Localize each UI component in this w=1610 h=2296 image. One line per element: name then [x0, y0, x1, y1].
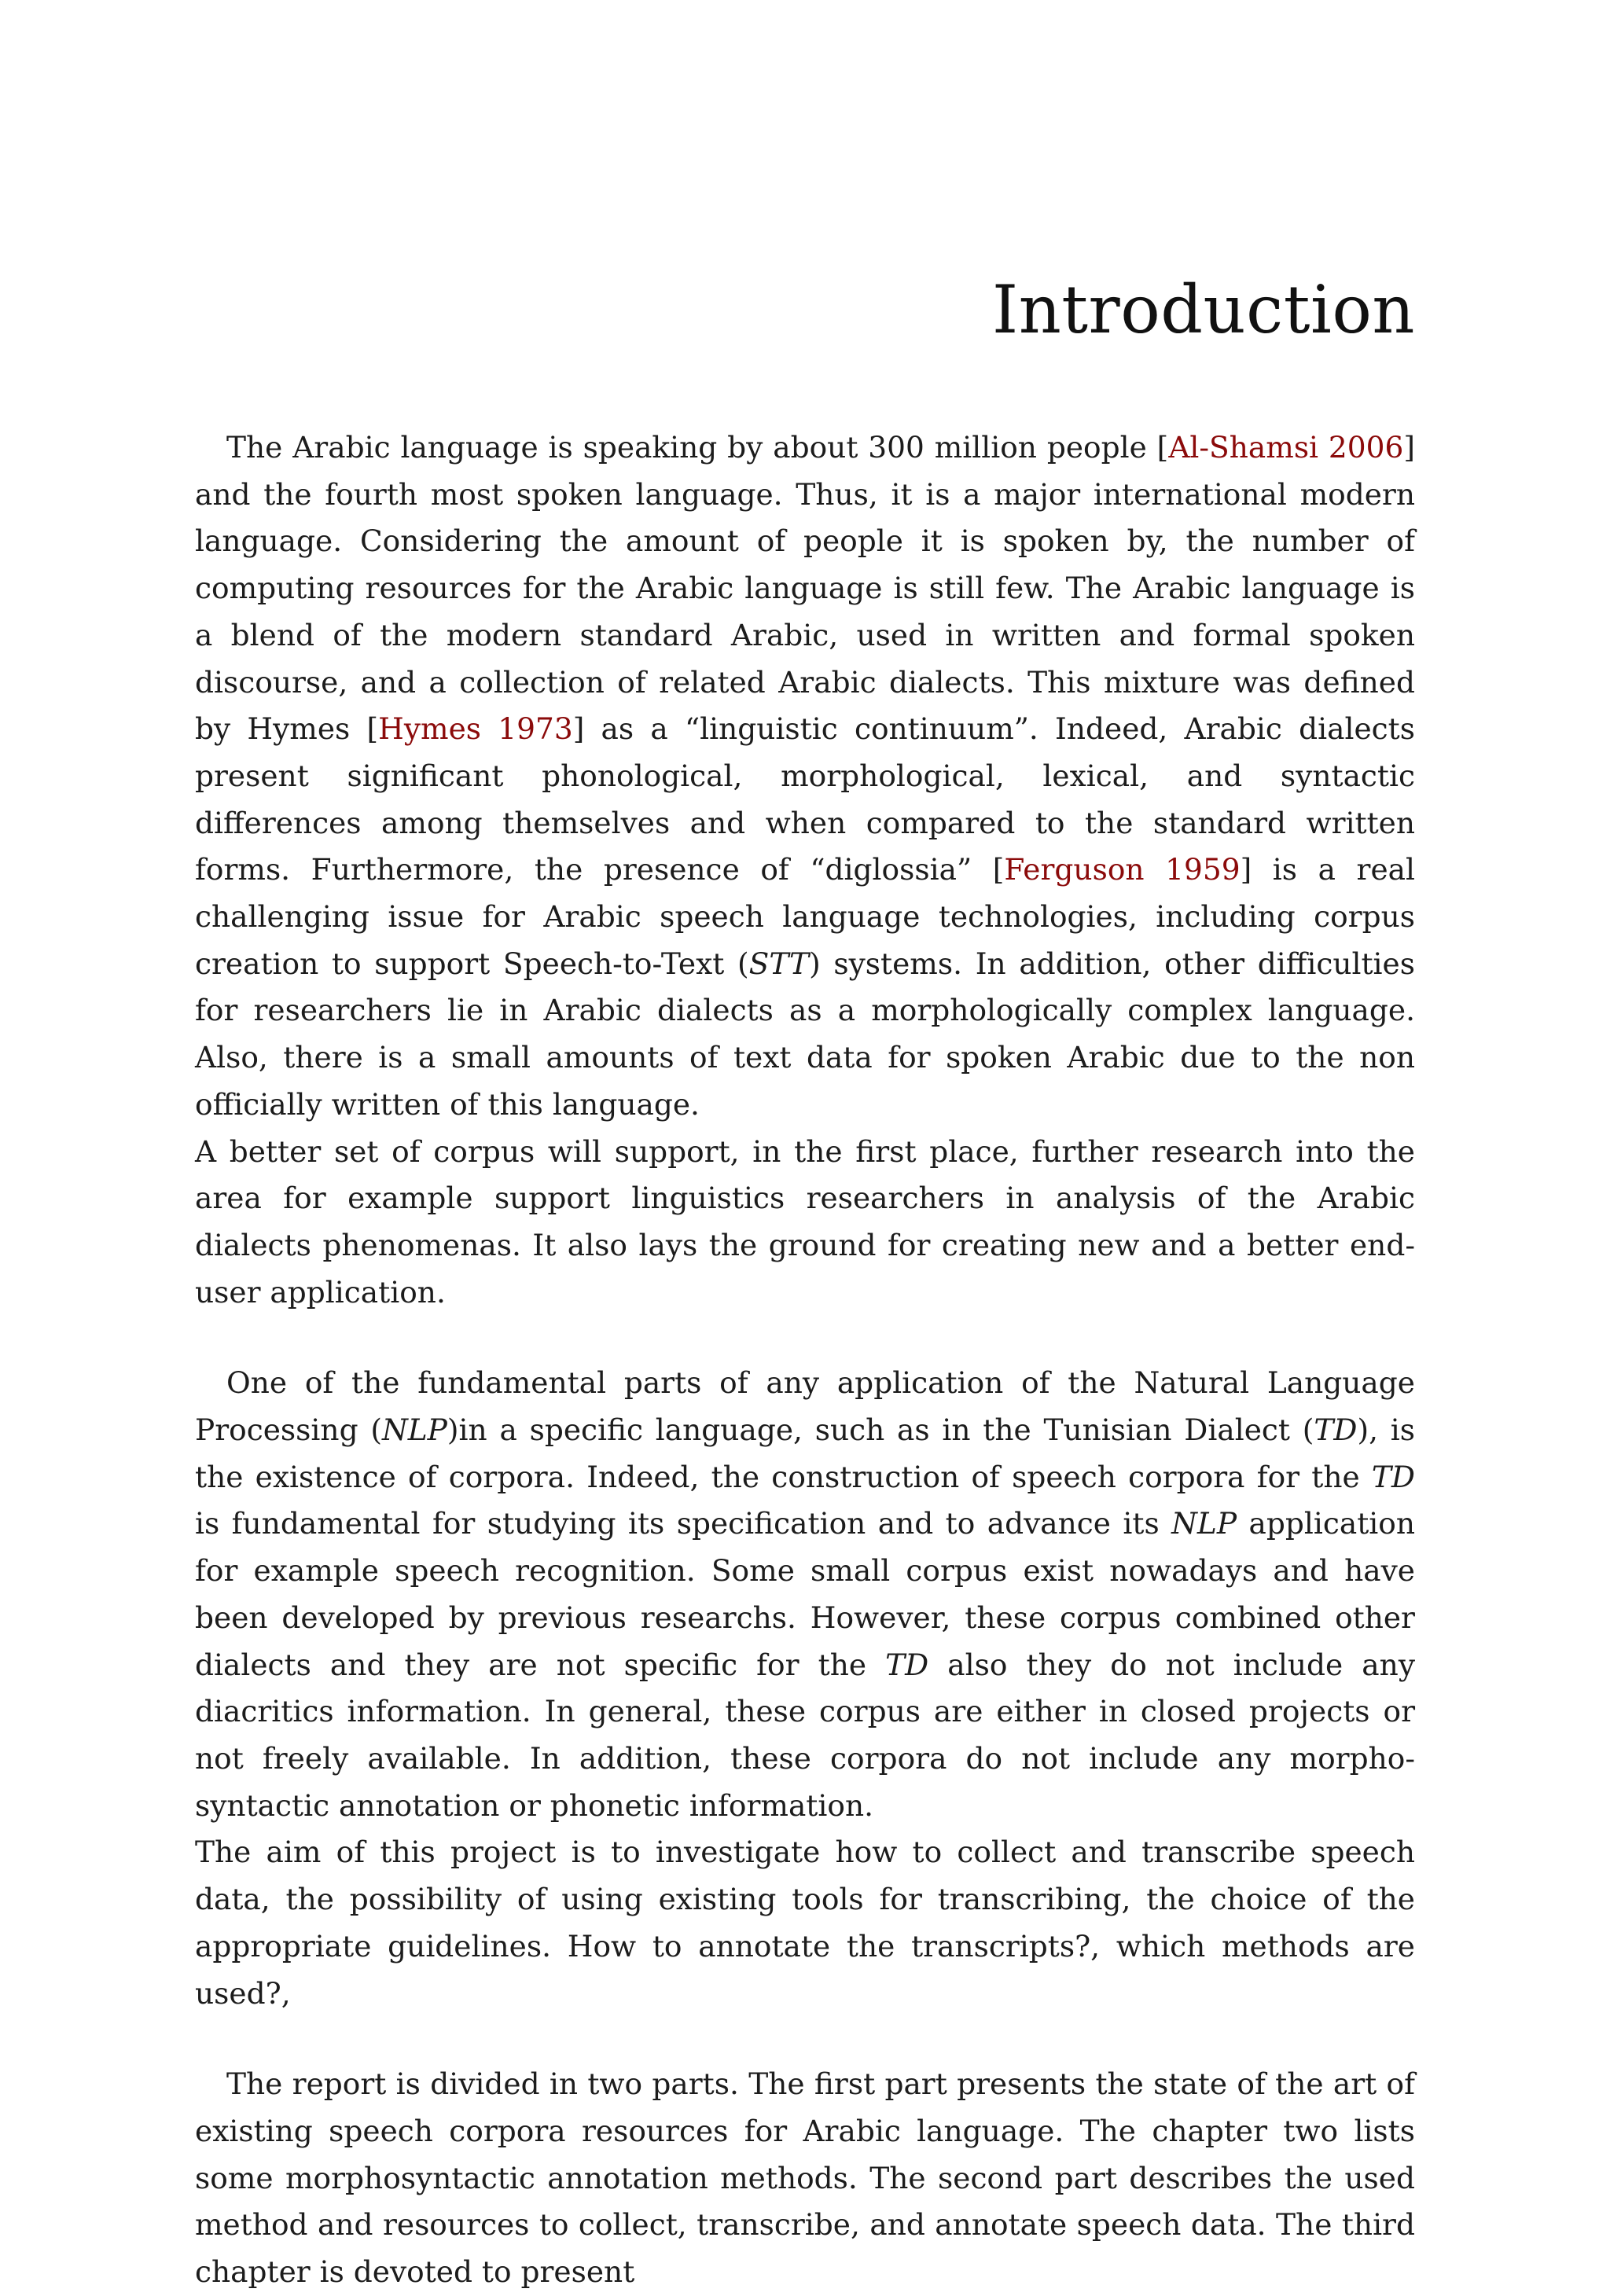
text-segment: ) systems. In addition, other difficulties for researchers lie in Arabic dialects as a morphologically complex language. Also, there is a small amounts of text data for spoken Arabic due to the non officially written of this language. [195, 946, 1415, 1122]
open-bracket: [ [1156, 430, 1169, 465]
text-segment: The Arabic language is speaking by about 300 million people [226, 430, 1157, 465]
open-bracket: [ [992, 852, 1005, 887]
acronym-nlp: NLP [1171, 1506, 1237, 1541]
text-segment: and the fourth most spoken language. Thus, it is a major international modern language. Considering the amount of people it is spoken by, the number of computing resources for the Arabic language is still few. The Arabic language is a blend of the modern standard Arabic, used in written and formal spoken discourse, and a collection of related Arabic dialects. This mixture was defined by Hymes [195, 476, 1415, 747]
acronym-stt: STT [748, 946, 810, 981]
close-bracket: ] [1403, 430, 1415, 465]
close-bracket: ] [1240, 852, 1252, 887]
close-bracket: ] [572, 711, 585, 747]
text-segment: is fundamental for studying its specification and to advance its [195, 1506, 1172, 1541]
citation-hymes-1973[interactable]: Hymes 1973 [378, 711, 573, 747]
text-segment: also they do not include any diacritics information. In general, these corpus are either in closed projects or not freely available. In addition, these corpora do not include any morphosyntactic annotation or phonetic information. [195, 1647, 1416, 1823]
text-segment: as a “linguistic continuum”. Indeed, Arabic dialects present significant phonological, morphological, lexical, and syntactic differences among themselves and when compared to the standard written forms. Furthermore, the presence of “diglossia” [195, 711, 1415, 887]
body-text [195, 424, 1415, 2296]
paragraph-5: The report is divided in two parts. The first part presents the state of the art of existing speech corpora resources for Arabic language. The chapter two lists some morphosyntactic annotation methods. The second part describes the used method and resources to collect, transcribe, and annotate speech data. The third chapter is devoted to present [195, 2066, 1415, 2290]
text-segment: One of the fundamental parts of any application of the Natural Language Processing ( [195, 1365, 1415, 1448]
paragraph-4: The aim of this project is to investigate how to collect and transcribe speech data, the possibility of using existing tools for transcribing, the choice of the appropriate guidelines. How to annotate the transcripts?, which methods are used?, [195, 1835, 1415, 2011]
citation-ferguson-1959[interactable]: Ferguson 1959 [1004, 852, 1241, 887]
paragraph-1 [195, 424, 1415, 1129]
acronym-nlp: NLP [381, 1412, 447, 1448]
chapter-title: Introduction [992, 271, 1415, 348]
acronym-td: TD [885, 1647, 929, 1682]
paragraph-2: A better set of corpus will support, in the first place, further research into the area for example support linguistics researchers in analysis of the Arabic dialects phenomenas. It also lays the ground for creating new and a better end-user application. [195, 1133, 1415, 1310]
acronym-td: TD [1371, 1459, 1415, 1494]
acronym-td: TD [1314, 1412, 1358, 1448]
text-segment: ), is the existence of corpora. Indeed, the construction of speech corpora for the [195, 1412, 1415, 1494]
text-segment: )in a specific language, such as in the Tunisian Dialect ( [447, 1412, 1314, 1448]
text-segment: application for example speech recognition. Some small corpus exist nowadays and have been developed by previous researchs. However, these corpus combined other dialects and they are not specific for the [195, 1506, 1415, 1682]
citation-al-shamsi-2006[interactable]: Al-Shamsi 2006 [1168, 430, 1404, 465]
text-segment: is a real challenging issue for Arabic speech language technologies, including corpus creation to support Speech-to-Text ( [195, 852, 1416, 981]
open-bracket: [ [366, 711, 379, 747]
paragraph-3 [195, 1360, 1415, 1829]
